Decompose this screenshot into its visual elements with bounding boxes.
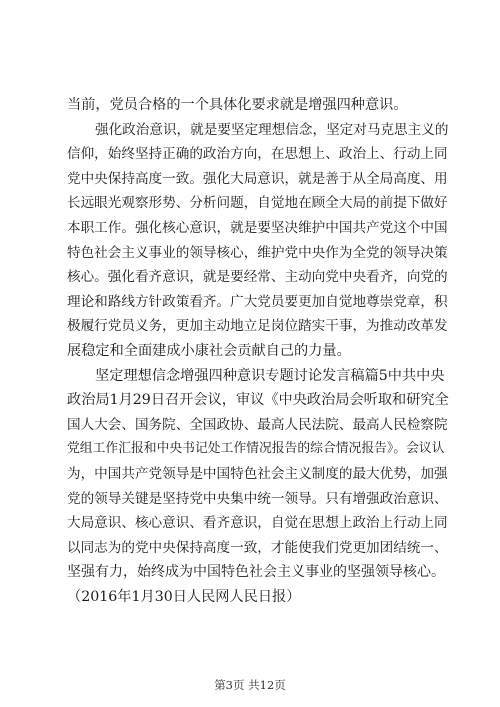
paragraph-line: 大局意识、核心意识、看齐意识，自觉在思想上政治上行动上同 — [67, 515, 448, 532]
paragraph-line: （2016年1月30日人民网人民日报） — [67, 588, 301, 605]
paragraph-line: 党的领导关键是坚持党中央集中统一领导。只有增强政治意识、 — [67, 490, 448, 507]
paragraph-line: 展稳定和全面建成小康社会贡献自己的力量。 — [67, 342, 351, 359]
paragraph-line: 当前，党员合格的一个具体化要求就是增强四种意识。 — [67, 97, 408, 113]
paragraph-line: 长远眼光观察形势、分析问题，自觉地在顾全大局的前提下做好 — [67, 195, 448, 212]
paragraph-line: 为，中国共产党领导是中国特色社会主义制度的最大优势，加强 — [67, 465, 448, 482]
paragraph-line: 国人大会、国务院、全国政协、最高人民法院、最高人民检察院 — [67, 416, 448, 433]
paragraph-line: 特色社会主义事业的领导核心，维护党中央作为全党的领导决策 — [67, 244, 448, 261]
page-number-footer: 第3页 共12页 — [214, 678, 286, 692]
paragraph-line: 党中央保持高度一致。强化大局意识，就是善于从全局高度、用 — [67, 170, 448, 187]
paragraph-line: 以同志为的党中央保持高度一致，才能使我们党更加团结统一、 — [67, 539, 448, 556]
paragraph-line: 强化政治意识，就是要坚定理想信念，坚定对马克思主义的 — [95, 121, 449, 138]
paragraph-line: 极履行党员义务，更加主动地立足岗位踏实干事，为推动改革发 — [67, 318, 448, 335]
paragraph-line: 坚强有力，始终成为中国特色社会主义事业的坚强领导核心。 — [67, 564, 445, 581]
paragraph-line: 核心。强化看齐意识，就是要经常、主动向党中央看齐，向党的 — [67, 269, 448, 286]
paragraph-line: 本职工作。强化核心意识，就是要坚决维护中国共产党这个中国 — [67, 219, 448, 236]
paragraph-line: 理论和路线方针政策看齐。广大党员要更加自觉地尊崇党章，积 — [67, 293, 448, 310]
paragraph-line: 信仰，始终坚持正确的政治方向，在思想上、政治上、行动上同 — [67, 146, 448, 163]
document-body — [67, 93, 449, 609]
paragraph-line: 政治局1月29日召开会议，审议《中央政治局会听取和研究全 — [67, 392, 449, 409]
paragraph-line: 党组工作汇报和中央书记处工作情况报告的综合情况报告》。会议认 — [67, 441, 445, 457]
paragraph-line: 坚定理想信念增强四种意识专题讨论发言稿篇5中共中央 — [95, 367, 445, 384]
